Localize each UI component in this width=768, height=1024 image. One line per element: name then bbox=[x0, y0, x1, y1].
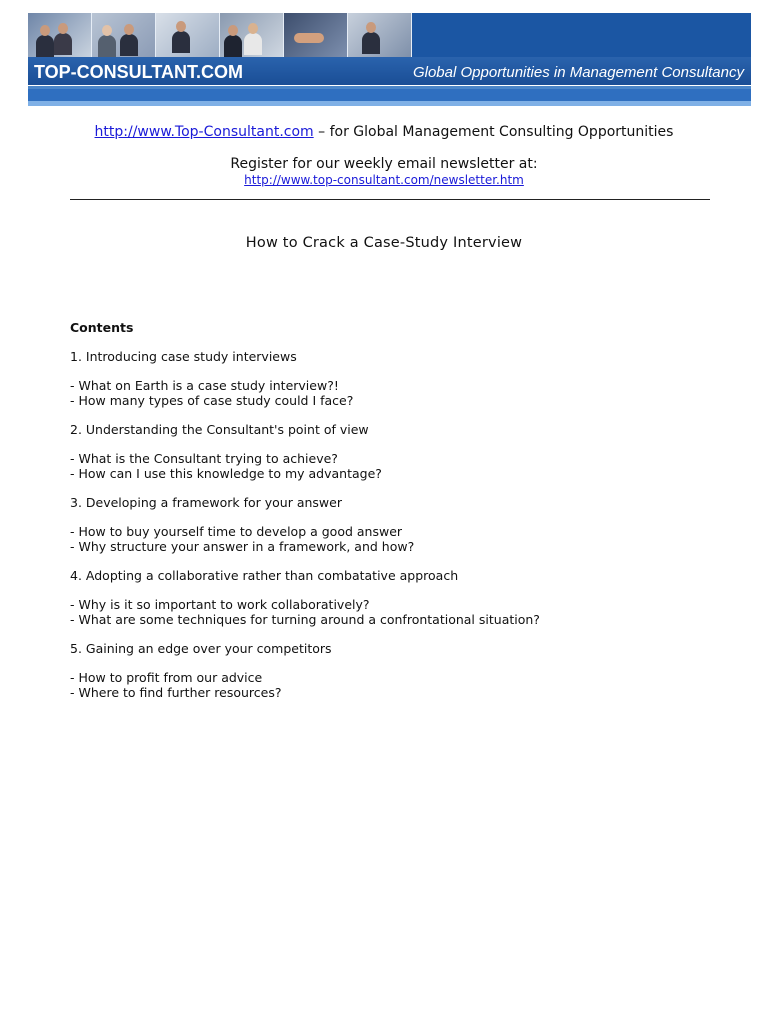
section-title: 5. Gaining an edge over your competitors bbox=[70, 641, 332, 656]
banner-photo-business-people bbox=[28, 13, 92, 57]
newsletter-link-line bbox=[0, 173, 768, 187]
banner-photo-strip bbox=[28, 13, 412, 57]
banner-photo-team bbox=[220, 13, 284, 57]
section-title: 2. Understanding the Consultant's point of view bbox=[70, 422, 369, 437]
section-subtopics bbox=[70, 378, 730, 408]
banner-photo-meeting bbox=[92, 13, 156, 57]
section-subtopics bbox=[70, 670, 730, 700]
subtopic-item: - How can I use this knowledge to my advantage? bbox=[70, 466, 382, 481]
banner-photo-handshake bbox=[284, 13, 348, 57]
site-logo-text: TOP-CONSULTANT.COM bbox=[34, 62, 243, 82]
section-subtopics bbox=[70, 451, 730, 481]
site-promo-line bbox=[0, 124, 768, 140]
contents-section bbox=[70, 422, 730, 481]
subtopic-item: - How many types of case study could I face? bbox=[70, 393, 354, 408]
contents-section bbox=[70, 495, 730, 554]
contents-heading: Contents bbox=[70, 320, 134, 335]
site-homepage-link[interactable]: http://www.Top-Consultant.com bbox=[94, 124, 314, 140]
newsletter-link[interactable]: http://www.top-consultant.com/newsletter.htm bbox=[244, 173, 524, 187]
site-promo-text: – for Global Management Consulting Opportunities bbox=[313, 124, 674, 140]
subtopic-item: - How to buy yourself time to develop a good answer bbox=[70, 524, 403, 539]
subtopic-item: - What on Earth is a case study interview?! bbox=[70, 378, 339, 393]
section-title: 3. Developing a framework for your answer bbox=[70, 495, 342, 510]
section-subtopics bbox=[70, 524, 730, 554]
document-title: How to Crack a Case-Study Interview bbox=[245, 235, 523, 251]
banner-stripe bbox=[28, 89, 751, 101]
banner-photo-executive bbox=[156, 13, 220, 57]
section-subtopics bbox=[70, 597, 730, 627]
subtopic-item: - Why structure your answer in a framework, and how? bbox=[70, 539, 415, 554]
subtopic-item: - What is the Consultant trying to achieve? bbox=[70, 451, 338, 466]
subtopic-item: - What are some techniques for turning around a confrontational situation? bbox=[70, 612, 540, 627]
site-tagline: Global Opportunities in Management Consultancy bbox=[412, 64, 744, 81]
contents-section bbox=[70, 568, 730, 627]
contents-section bbox=[70, 641, 730, 700]
section-title: 4. Adopting a collaborative rather than combatative approach bbox=[70, 568, 459, 583]
banner-stripe bbox=[28, 101, 751, 106]
contents-section bbox=[70, 349, 730, 408]
newsletter-register-text: Register for our weekly email newsletter at: bbox=[230, 156, 538, 172]
subtopic-item: - Why is it so important to work collaboratively? bbox=[70, 597, 370, 612]
subtopic-item: - Where to find further resources? bbox=[70, 685, 282, 700]
section-title: 1. Introducing case study interviews bbox=[70, 349, 297, 364]
horizontal-divider bbox=[70, 199, 710, 200]
subtopic-item: - How to profit from our advice bbox=[70, 670, 263, 685]
site-banner bbox=[28, 13, 751, 106]
table-of-contents bbox=[70, 320, 730, 700]
banner-photo-consultant bbox=[348, 13, 412, 57]
